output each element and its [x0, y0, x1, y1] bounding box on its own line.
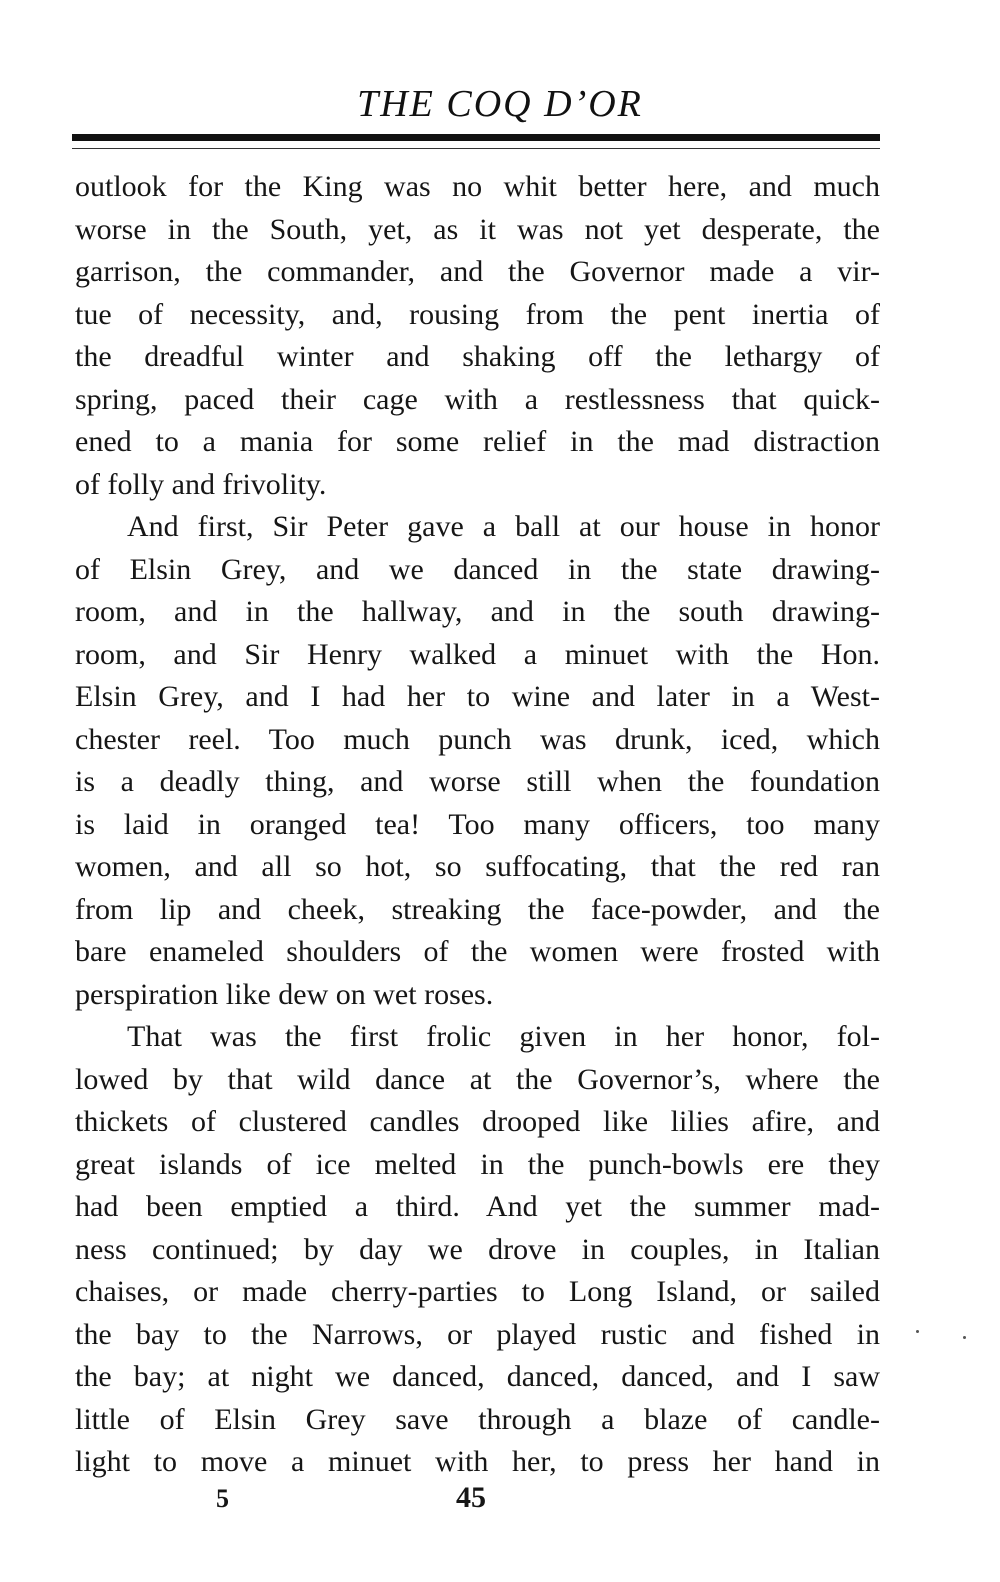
body-text	[75, 166, 880, 1484]
text-line: thickets of clustered candles drooped like lilies afire, and	[75, 1105, 880, 1138]
text-line: spring, paced their cage with a restlessness that quick-	[75, 382, 880, 416]
text-line: lowed by that wild dance at the Governor’s, where the	[75, 1062, 880, 1096]
text-line: room, and in the hallway, and in the south drawing-	[75, 595, 880, 628]
header-rule-thick	[72, 134, 880, 141]
text-line: bare enameled shoulders of the women were frosted with	[75, 935, 880, 968]
text-line: the dreadful winter and shaking off the lethargy of	[75, 340, 880, 373]
text-line: the bay; at night we danced, danced, danced, and I saw	[75, 1360, 880, 1393]
text-line: perspiration like dew on wet roses.	[75, 977, 494, 1011]
paragraph-first-line: And first, Sir Peter gave a ball at our house in honor	[127, 510, 880, 543]
paragraph-first-line: That was the first frolic given in her honor, fol-	[127, 1020, 880, 1053]
text-line: ened to a mania for some relief in the mad distraction	[75, 425, 880, 458]
text-line: is a deadly thing, and worse still when the foundation	[75, 765, 880, 798]
text-line: had been emptied a third. And yet the summer mad-	[75, 1190, 880, 1223]
text-line: worse in the South, yet, as it was not yet desperate, the	[75, 212, 880, 246]
text-line: chester reel. Too much punch was drunk, iced, which	[75, 722, 880, 756]
scan-speck	[916, 1330, 919, 1333]
scan-speck	[963, 1336, 966, 1339]
text-line: the bay to the Narrows, or played rustic and fished in	[75, 1317, 880, 1351]
text-line: of Elsin Grey, and we danced in the state drawing-	[75, 552, 880, 586]
text-line: chaises, or made cherry-parties to Long Island, or sailed	[75, 1275, 880, 1308]
text-line: Elsin Grey, and I had her to wine and later in a West-	[75, 680, 880, 713]
running-head-title: THE COQ D’OR	[357, 83, 643, 125]
text-line: great islands of ice melted in the punch-bowls ere they	[75, 1147, 880, 1181]
text-line: little of Elsin Grey save through a blaze of candle-	[75, 1402, 880, 1436]
page-number: 45	[456, 1481, 486, 1514]
text-line: garrison, the commander, and the Governor made a vir-	[75, 255, 880, 288]
text-line: is laid in oranged tea! Too many officers, too many	[75, 807, 880, 841]
text-line: women, and all so hot, so suffocating, that the red ran	[75, 850, 880, 883]
text-line: light to move a minuet with her, to press her hand in	[75, 1445, 880, 1478]
text-line: room, and Sir Henry walked a minuet with the Hon.	[75, 637, 880, 671]
header-rule-thin	[72, 148, 880, 149]
text-line: outlook for the King was no whit better here, and much	[75, 170, 880, 203]
text-line: tue of necessity, and, rousing from the pent inertia of	[75, 297, 880, 331]
signature-mark: 5	[216, 1484, 229, 1513]
text-line: of folly and frivolity.	[75, 467, 327, 501]
text-line: from lip and cheek, streaking the face-powder, and the	[75, 892, 880, 926]
text-line: ness continued; by day we drove in couples, in Italian	[75, 1232, 880, 1266]
